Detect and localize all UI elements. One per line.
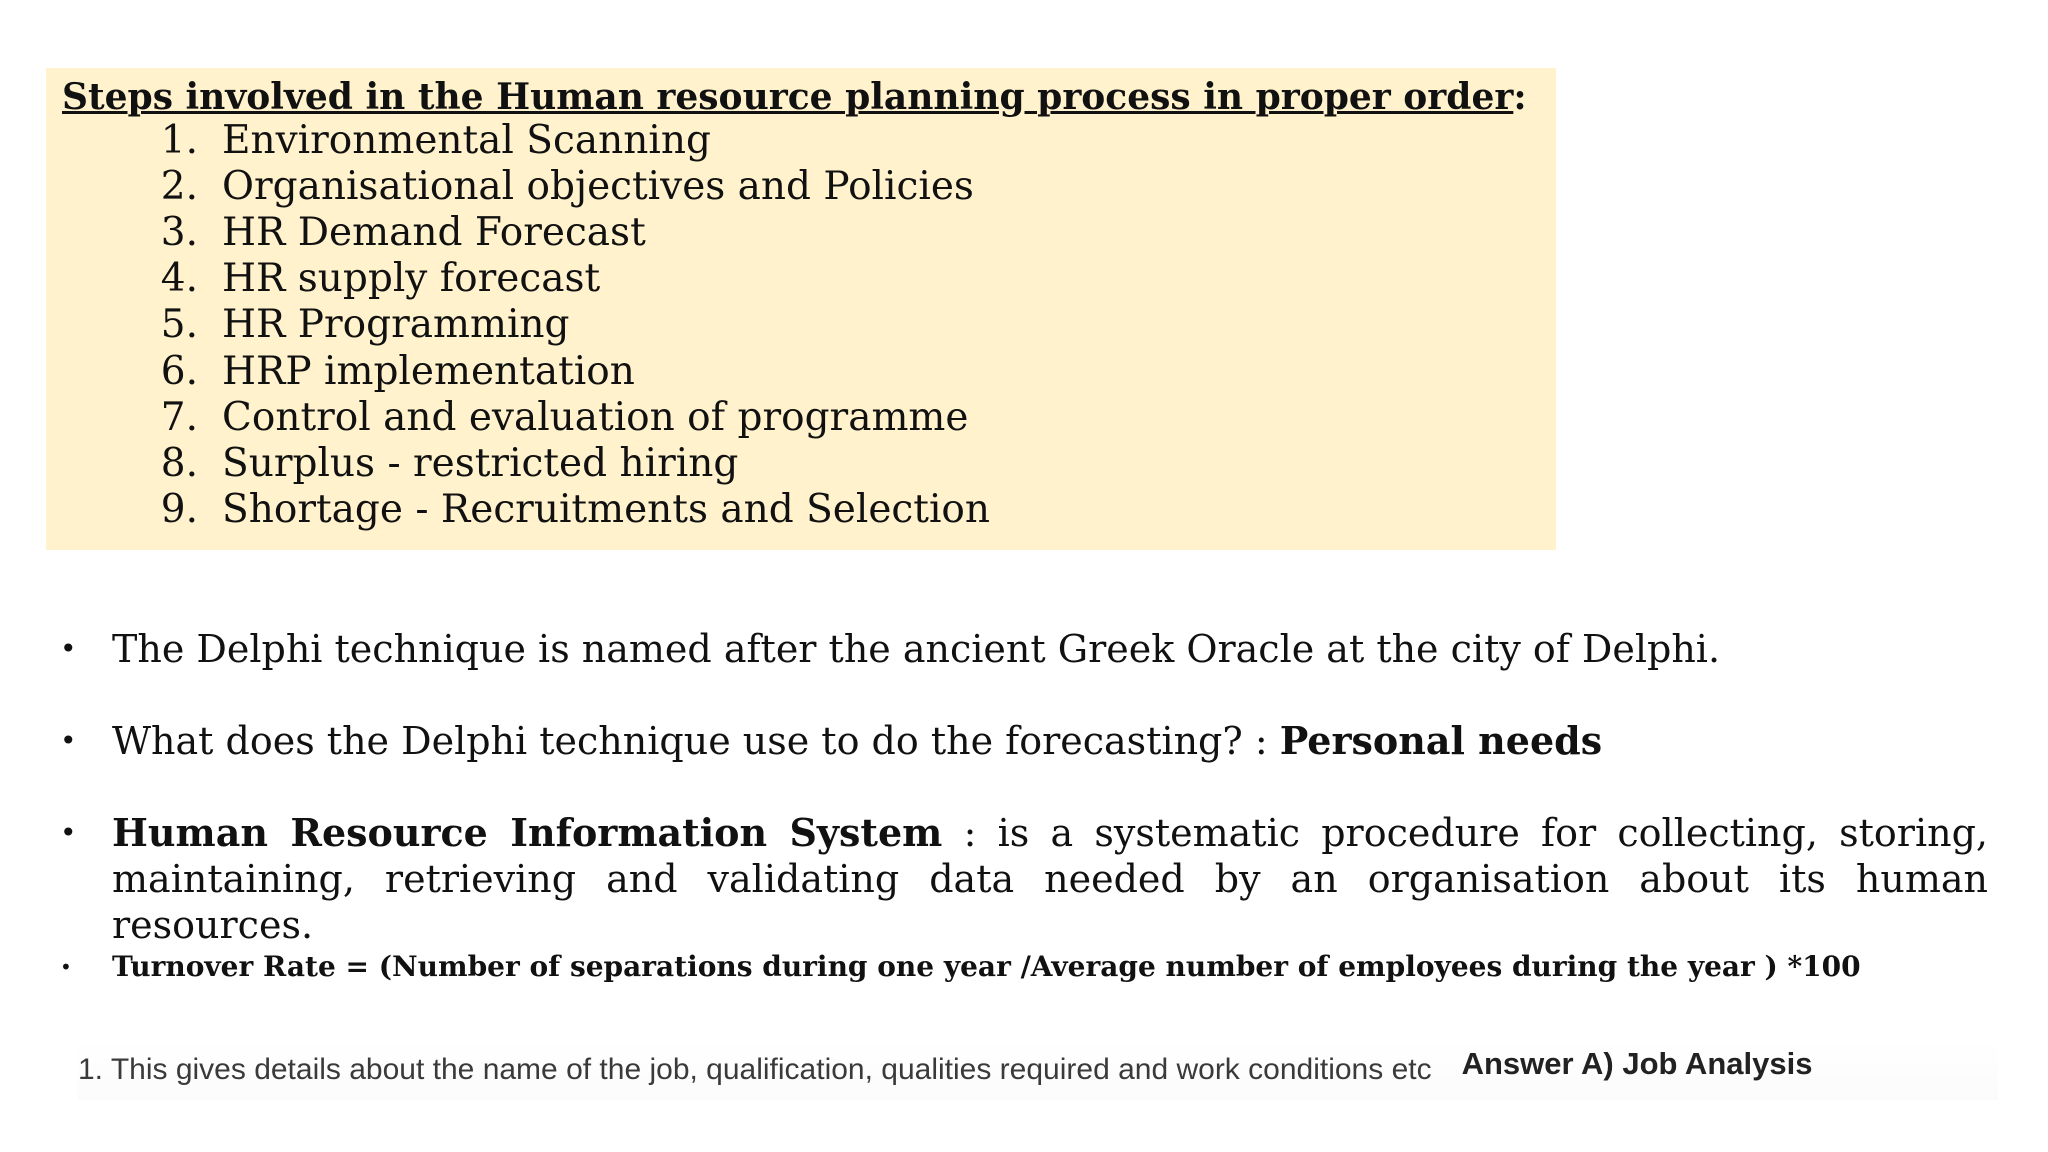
steps-heading-colon: :	[1513, 76, 1527, 118]
step-text: HR Programming	[222, 302, 570, 348]
turnover-bullet	[58, 950, 1958, 984]
delphi-origin-text: The Delphi technique is named after the ancient Greek Oracle at the city of Delphi.	[112, 627, 1721, 671]
delphi-answer-text: Personal needs	[1279, 718, 1603, 763]
bullet-dot: •	[60, 816, 77, 849]
delphi-question-bullet	[58, 718, 1758, 764]
hris-definition: : is a systematic procedure for collecting, storing, maintaining, retrieving and validating data needed by an organisation about its human resources.	[112, 811, 1989, 947]
step-number: 6.	[160, 348, 198, 394]
delphi-origin-bullet	[58, 626, 1758, 672]
step-text: HRP implementation	[222, 348, 635, 394]
step-number: 2.	[160, 163, 198, 209]
step-number: 7.	[160, 394, 198, 440]
step-item	[62, 256, 1540, 302]
step-number: 3.	[160, 210, 198, 255]
step-item	[62, 441, 1540, 487]
hris-body	[112, 810, 1988, 948]
bullet-dot: •	[60, 724, 77, 757]
step-text: Surplus - restricted hiring	[222, 441, 739, 487]
step-number: 8.	[160, 441, 198, 487]
bullet-dot: •	[60, 955, 72, 979]
hris-term: Human Resource Information System	[112, 810, 943, 855]
steps-box	[46, 68, 1556, 550]
steps-heading-text: Steps involved in the Human resource planning process in proper order	[62, 76, 1514, 118]
step-item	[62, 118, 1540, 164]
step-text: Environmental Scanning	[222, 117, 711, 163]
step-number: 9.	[160, 487, 198, 533]
steps-heading	[62, 78, 1540, 118]
step-text: HR supply forecast	[222, 256, 601, 302]
step-text: Shortage - Recruitments and Selection	[222, 487, 991, 533]
bullet-dot: •	[60, 632, 77, 665]
qa-answer: Answer A) Job Analysis	[1461, 1046, 1813, 1081]
step-text: Control and evaluation of programme	[222, 394, 969, 440]
qa-question: 1. This gives details about the name of the job, qualification, qualities required and work conditions etc	[78, 1053, 1432, 1086]
step-item	[62, 487, 1540, 533]
delphi-question-body	[112, 718, 1602, 764]
step-item	[62, 302, 1540, 348]
step-number: 1.	[160, 117, 198, 163]
step-number: 5.	[160, 302, 198, 348]
step-item	[62, 210, 1540, 256]
step-text: HR Demand Forecast	[222, 210, 646, 255]
qa-row	[78, 1040, 1998, 1100]
turnover-formula: Turnover Rate = (Number of separations during one year /Average number of employees during the year ) *100	[112, 950, 1861, 983]
steps-list	[62, 118, 1540, 534]
hris-bullet	[58, 810, 1988, 948]
step-item	[62, 164, 1540, 210]
step-item	[62, 395, 1540, 441]
step-text: Organisational objectives and Policies	[222, 163, 974, 209]
step-item	[62, 349, 1540, 395]
step-number: 4.	[160, 256, 198, 302]
delphi-question-text: What does the Delphi technique use to do the forecasting? :	[112, 719, 1280, 763]
